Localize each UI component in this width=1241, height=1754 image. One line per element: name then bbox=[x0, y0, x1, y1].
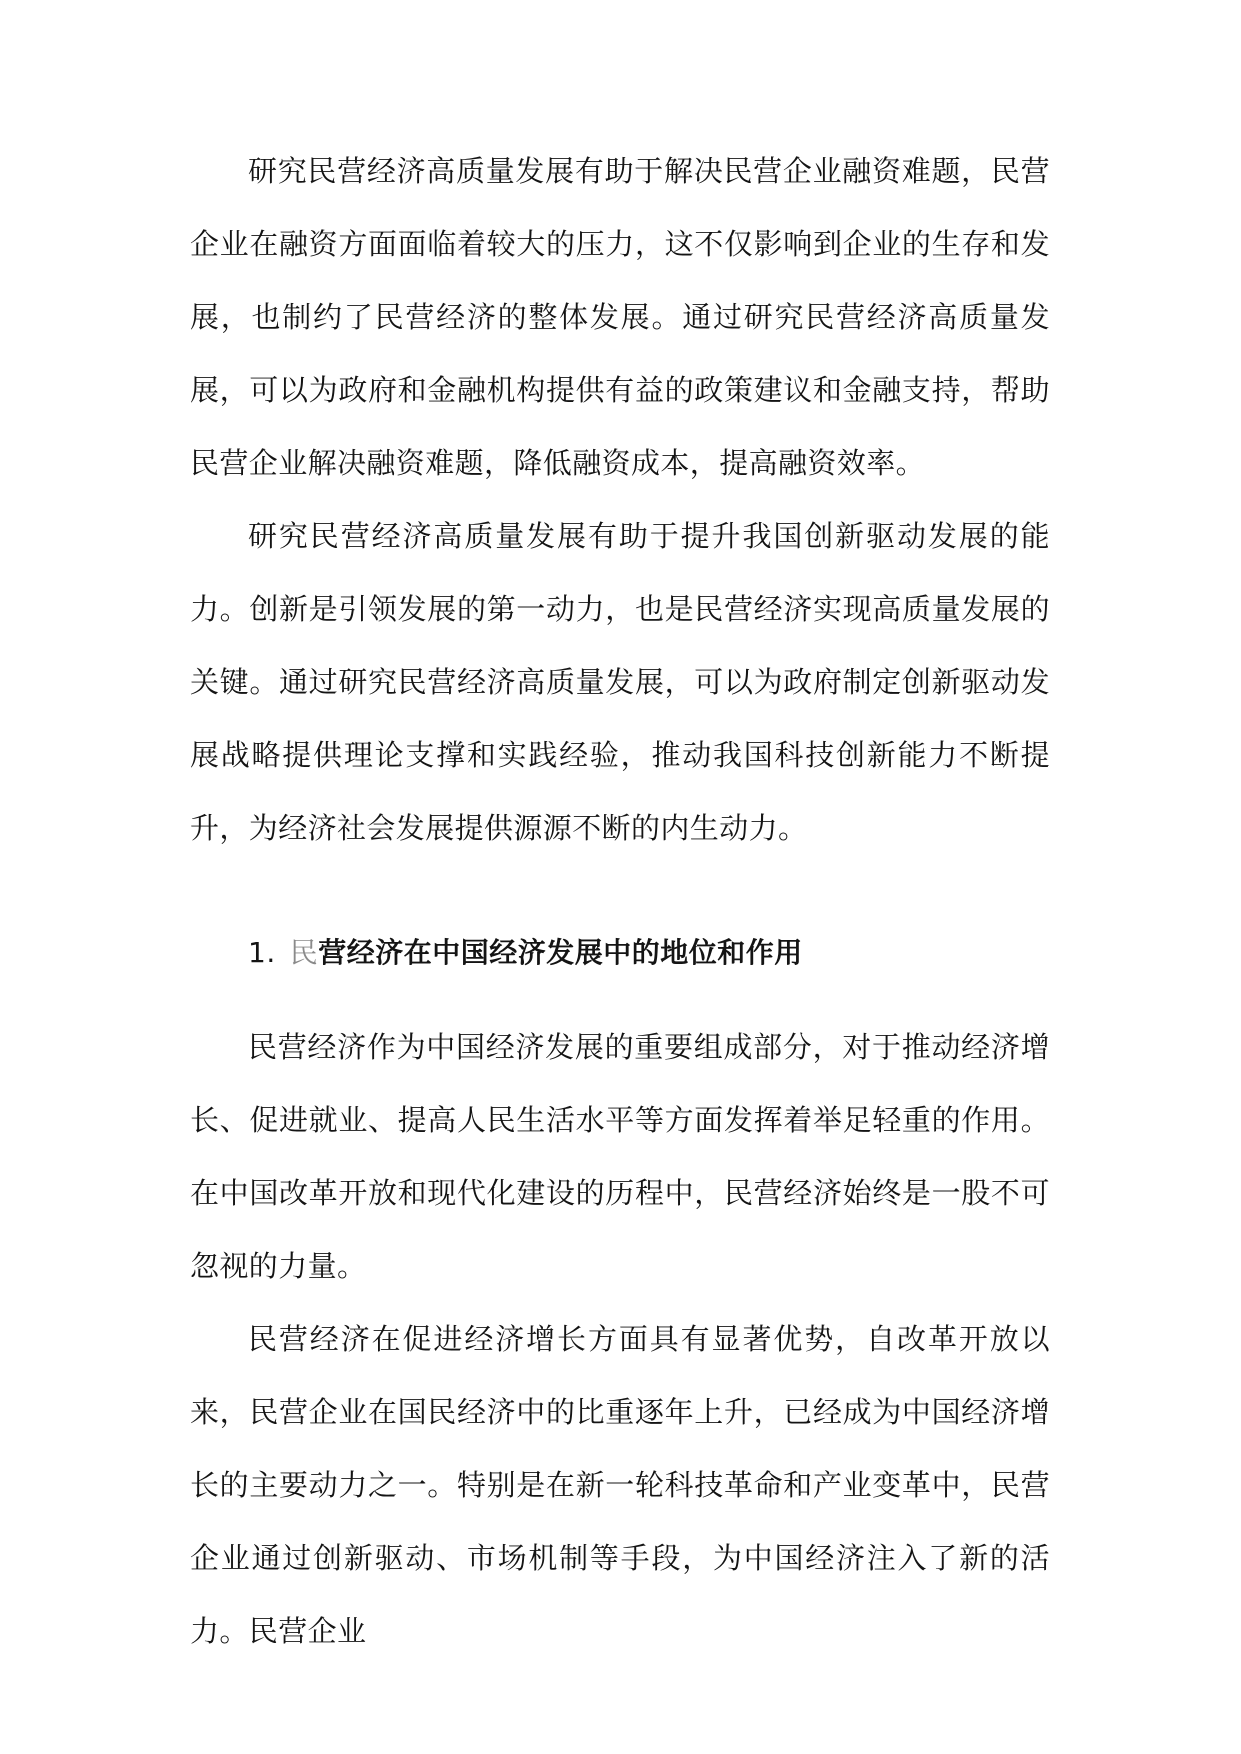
heading-text: 营经济在中国经济发展中的地位和作用 bbox=[318, 936, 803, 969]
body-paragraph: 民营经济作为中国经济发展的重要组成部分，对于推动经济增长、促进就业、提高人民生活水平等方面发挥着举足轻重的作用。在中国改革开放和现代化建设的历程中，民营经济始终是一股不可忽视的力量。 bbox=[190, 1030, 1050, 1283]
body-paragraph: 研究民营经济高质量发展有助于解决民营企业融资难题，民营企业在融资方面面临着较大的压力，这不仅影响到企业的生存和发展，也制约了民营经济的整体发展。通过研究民营经济高质量发展，可以为政府和金融机构提供有益的政策建议和金融支持，帮助民营企业解决融资难题，降低融资成本，提高融资效率。 bbox=[190, 154, 1050, 480]
heading-number: 1. bbox=[248, 936, 276, 969]
body-paragraph: 研究民营经济高质量发展有助于提升我国创新驱动发展的能力。创新是引领发展的第一动力，也是民营经济实现高质量发展的关键。通过研究民营经济高质量发展，可以为政府制定创新驱动发展战略提供理论支撑和实践经验，推动我国科技创新能力不断提升，为经济社会发展提供源源不断的内生动力。 bbox=[190, 519, 1050, 845]
heading-first-char: 民 bbox=[289, 936, 319, 969]
section-heading bbox=[248, 928, 803, 978]
body-paragraph: 民营经济在促进经济增长方面具有显著优势，自改革开放以来，民营企业在国民经济中的比重逐年上升，已经成为中国经济增长的主要动力之一。特别是在新一轮科技革命和产业变革中，民营企业通过创新驱动、市场机制等手段，为中国经济注入了新的活力。民营企业 bbox=[190, 1322, 1050, 1648]
